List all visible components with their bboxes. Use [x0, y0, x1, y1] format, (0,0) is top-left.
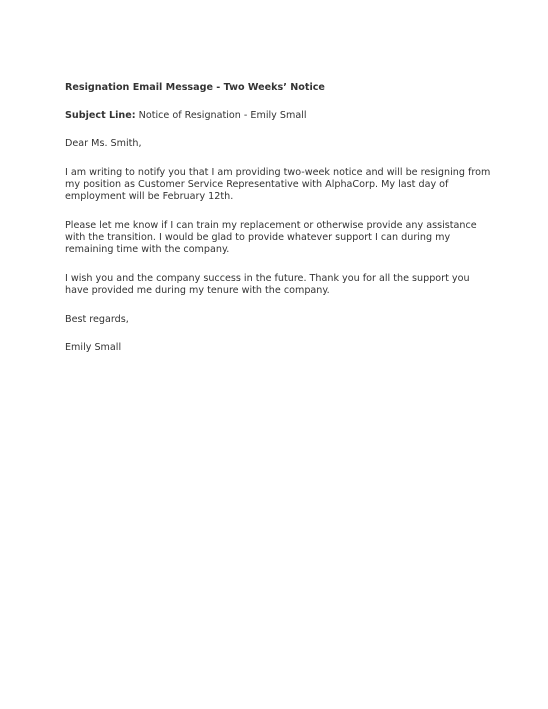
greeting: Dear Ms. Smith, [65, 137, 142, 149]
body-paragraph-2: Please let me know if I can train my replacement or otherwise provide any assistance with the transition. I would be glad to provide whatever support I can during my remaining time with the company. [65, 219, 477, 256]
subject-label: Subject Line: [65, 109, 136, 121]
signature: Emily Small [65, 342, 122, 354]
body-paragraph-1: I am writing to notify you that I am providing two-week notice and will be resigning from my position as Customer Service Representative with AlphaCorp. My last day of employment will be February 12th. [65, 166, 491, 203]
subject-line [65, 110, 495, 122]
document-title: Resignation Email Message - Two Weeks’ Notice [65, 82, 325, 93]
subject-value: Notice of Resignation - Emily Small [135, 109, 307, 121]
closing: Best regards, [65, 313, 129, 325]
letter-page [65, 82, 495, 371]
body-paragraph-3: I wish you and the company success in the future. Thank you for all the support you have provided me during my tenure with the company. [65, 272, 470, 297]
